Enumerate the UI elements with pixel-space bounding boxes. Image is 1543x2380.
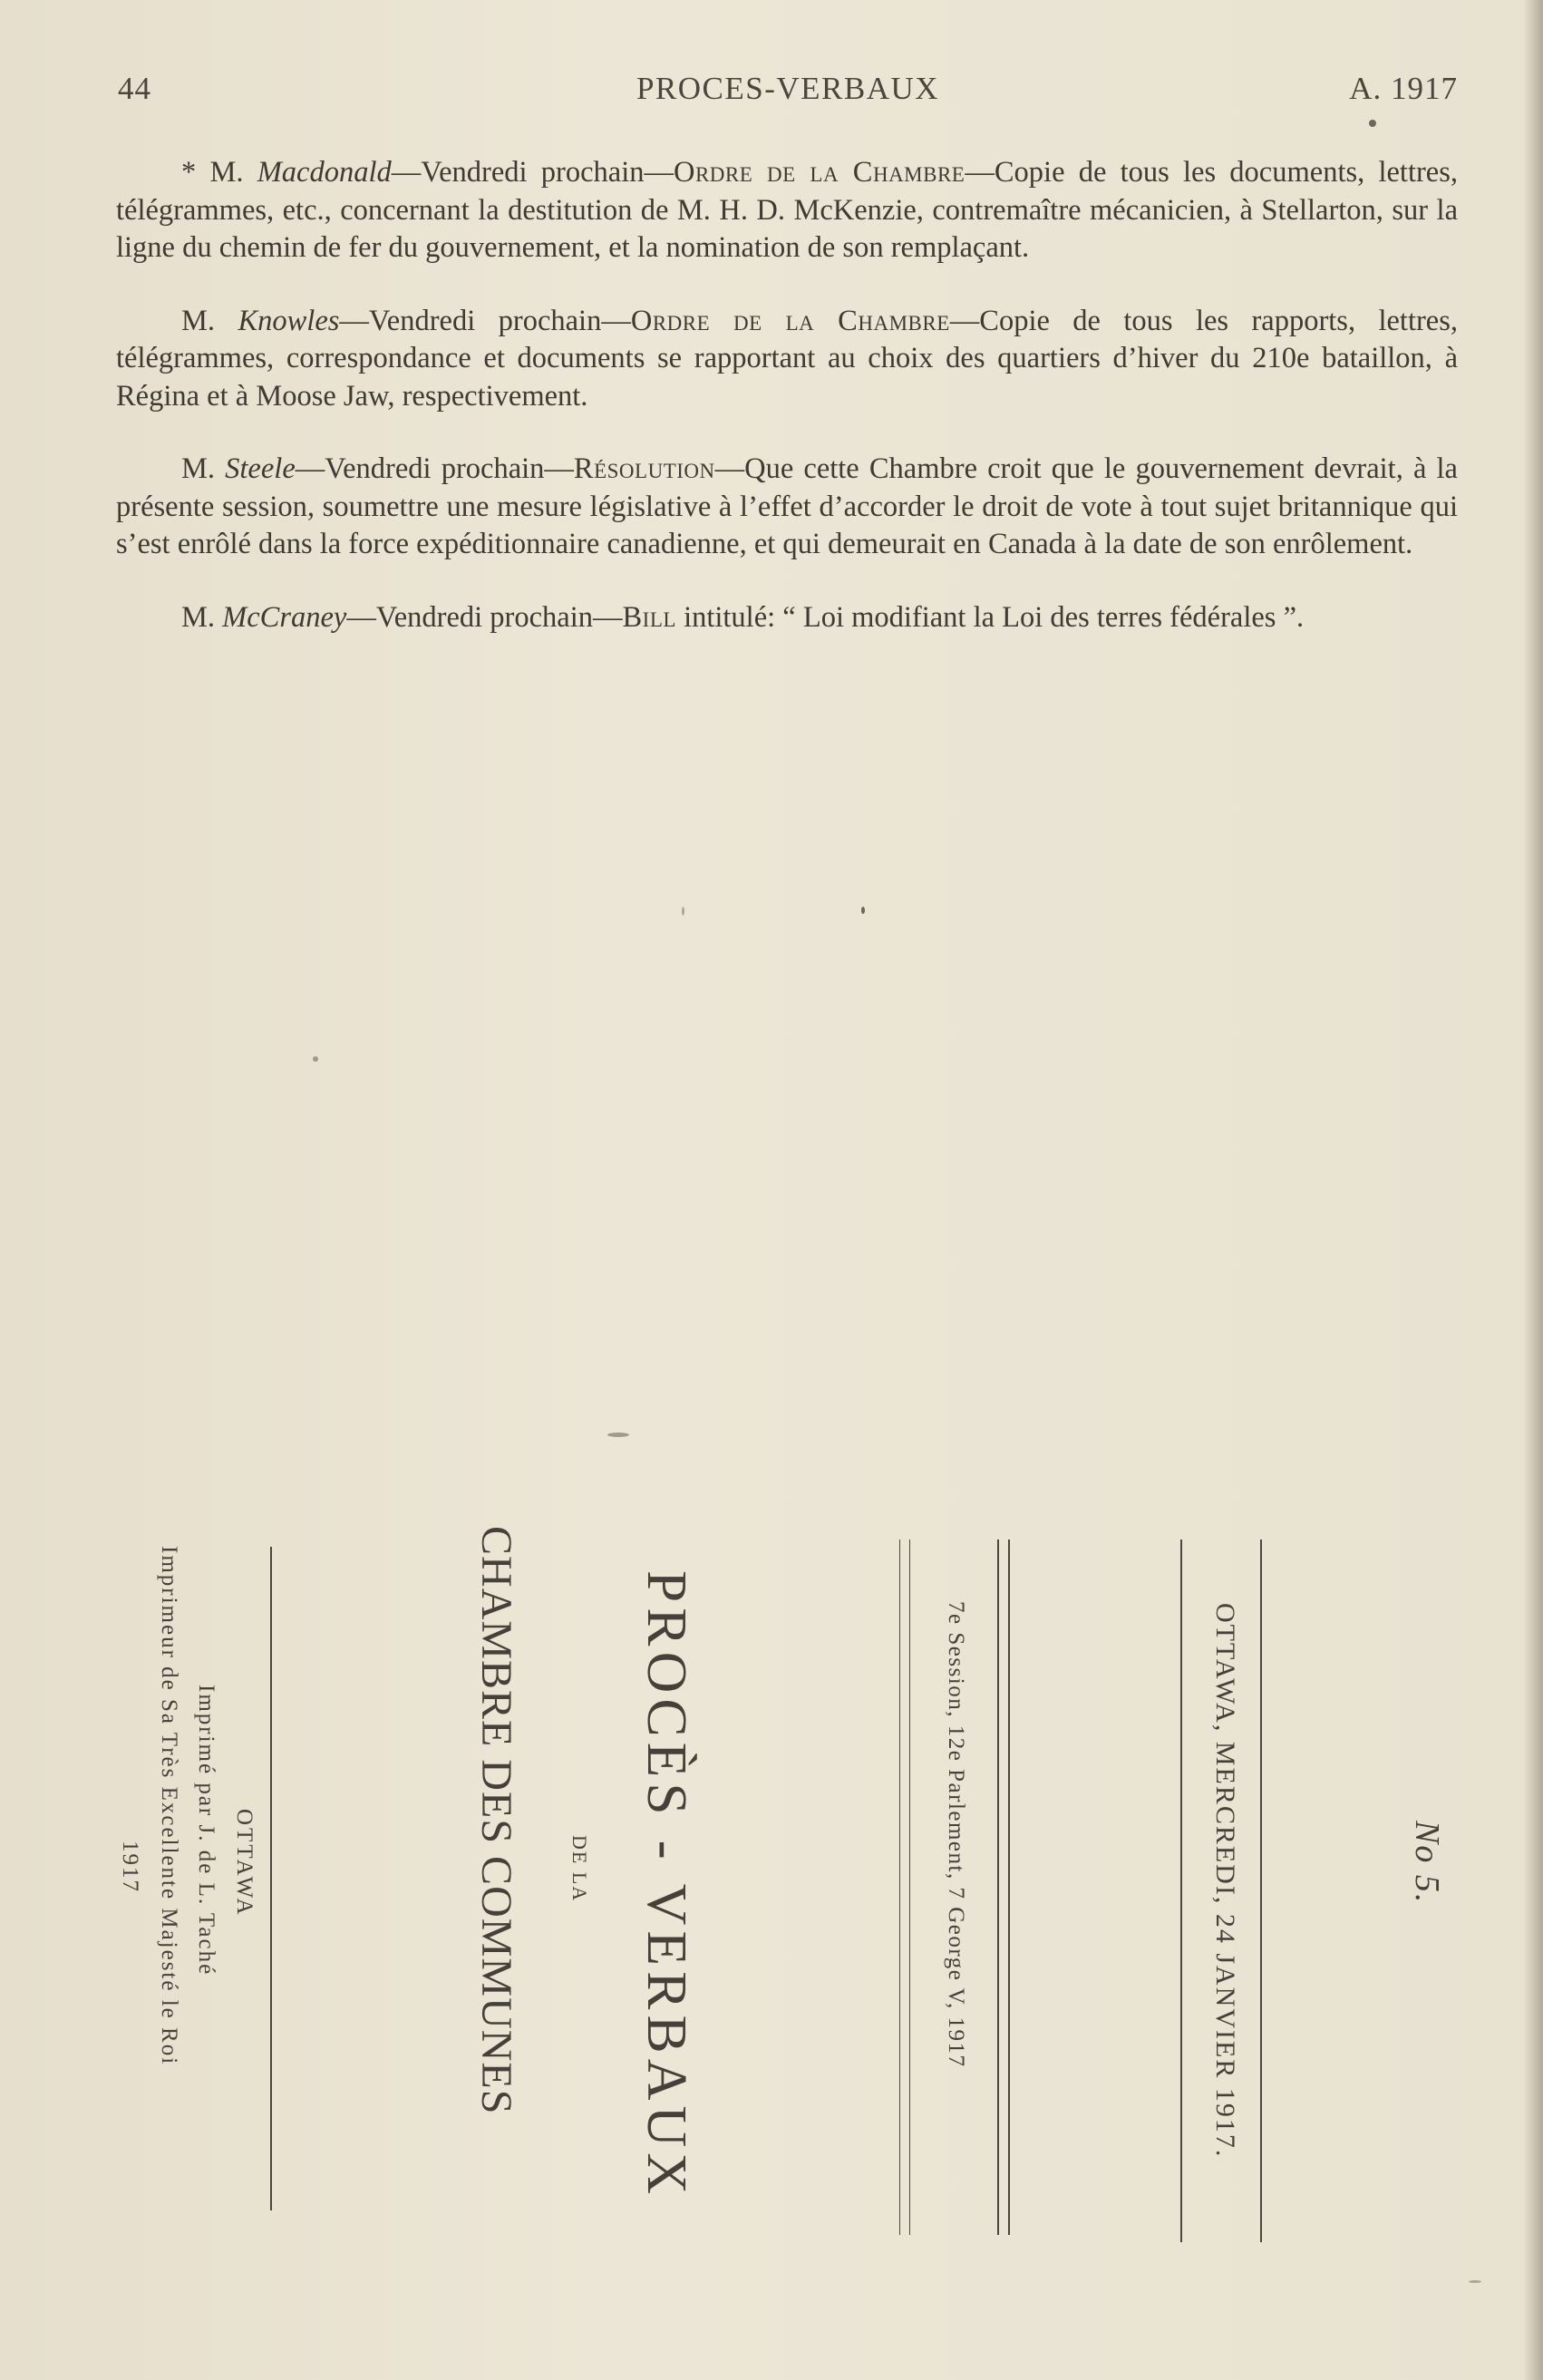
printer-title: Imprimeur de Sa Très Excellente Majesté le Roi xyxy=(157,1546,181,2066)
scan-speck xyxy=(1469,2280,1481,2283)
rule-line xyxy=(1260,1540,1262,2242)
entry-text: —Que cette Chambre croit que le gouvernement devrait, à la présente session, soumettre une mesure législative à l’effet d’accorder le droit de vote à tout sujet britannique qui s’est enrôlé dans la force expéditionnaire canadienne, et qui demeurait en Canada à la date de son enrôlement. xyxy=(116,452,1458,560)
page-header xyxy=(118,71,1458,116)
entry-text: —Copie de tous les documents, lettres, télégrammes, etc., concernant la destitution de M. H. D. McKenzie, contremaître mécanicien, à Stellarton, sur la ligne du chemin de fer du gouvernement, et la nomination de son remplaçant. xyxy=(116,156,1458,264)
entry-type: Ordre de la Chambre xyxy=(630,304,950,337)
dateline: OTTAWA, MERCREDI, 24 JANVIER 1917. xyxy=(1210,1603,1240,2159)
rule-line xyxy=(899,1540,900,2235)
entry-date: —Vendredi prochain— xyxy=(339,304,631,337)
scan-speck xyxy=(313,1056,318,1062)
entry-prefix: M. xyxy=(181,304,238,337)
imprint-year: 1917 xyxy=(118,1841,142,1893)
page-edge-shadow xyxy=(1523,0,1543,2380)
member-name: McCraney xyxy=(222,600,347,634)
entry-steele xyxy=(116,451,1458,564)
entry-type: Résolution xyxy=(573,452,715,485)
member-name: Knowles xyxy=(238,304,340,337)
rule-line xyxy=(1180,1540,1182,2242)
entry-mccraney xyxy=(116,599,1458,637)
scan-speck xyxy=(682,907,684,916)
entry-macdonald xyxy=(116,154,1458,267)
member-name: Macdonald xyxy=(257,156,392,189)
entry-knowles xyxy=(116,303,1458,416)
entry-date: —Vendredi prochain— xyxy=(295,452,574,485)
printed-by: Imprimé par J. de L. Taché xyxy=(194,1685,218,1977)
rule-line xyxy=(1008,1540,1010,2235)
notice-entries xyxy=(116,154,1458,672)
running-title: PROCES-VERBAUX xyxy=(636,71,940,106)
session-line: 7e Session, 12e Parlement, 7 George V, 1917 xyxy=(944,1601,968,2068)
header-year: A. 1917 xyxy=(1349,71,1458,106)
member-name: Steele xyxy=(225,452,296,485)
rule-line xyxy=(909,1540,910,2235)
page-number: 44 xyxy=(118,71,151,106)
scan-speck xyxy=(1369,120,1376,127)
entry-type: Ordre de la Chambre xyxy=(674,156,966,189)
entry-text: intitulé: “ Loi modifiant la Loi des terres fédérales ”. xyxy=(675,600,1305,634)
scan-speck xyxy=(607,1433,629,1437)
entry-date: —Vendredi prochain— xyxy=(346,600,623,634)
chamber-name: CHAMBRE DES COMMUNES xyxy=(472,1526,520,2115)
de-la: DE LA xyxy=(568,1835,591,1903)
entry-type: Bill xyxy=(622,600,676,634)
entry-prefix: * M. xyxy=(181,156,257,189)
scan-speck xyxy=(861,907,865,914)
entry-date: —Vendredi prochain— xyxy=(391,156,674,189)
entry-text: —Copie de tous les rapports, lettres, télégrammes, correspondance et documents se rapportant au choix des quartiers d’hiver du 210e bataillon, à Régina et à Moose Jaw, respectivement. xyxy=(116,304,1459,413)
entry-prefix: M. xyxy=(181,600,223,634)
entry-prefix: M. xyxy=(181,452,226,485)
cover-title: PROCÈS - VERBAUX xyxy=(636,1570,697,2200)
issue-number: No 5. xyxy=(1408,1821,1446,1905)
imprint-city: OTTAWA xyxy=(232,1809,257,1918)
rule-line xyxy=(997,1540,999,2235)
rule-line xyxy=(270,1547,272,2210)
